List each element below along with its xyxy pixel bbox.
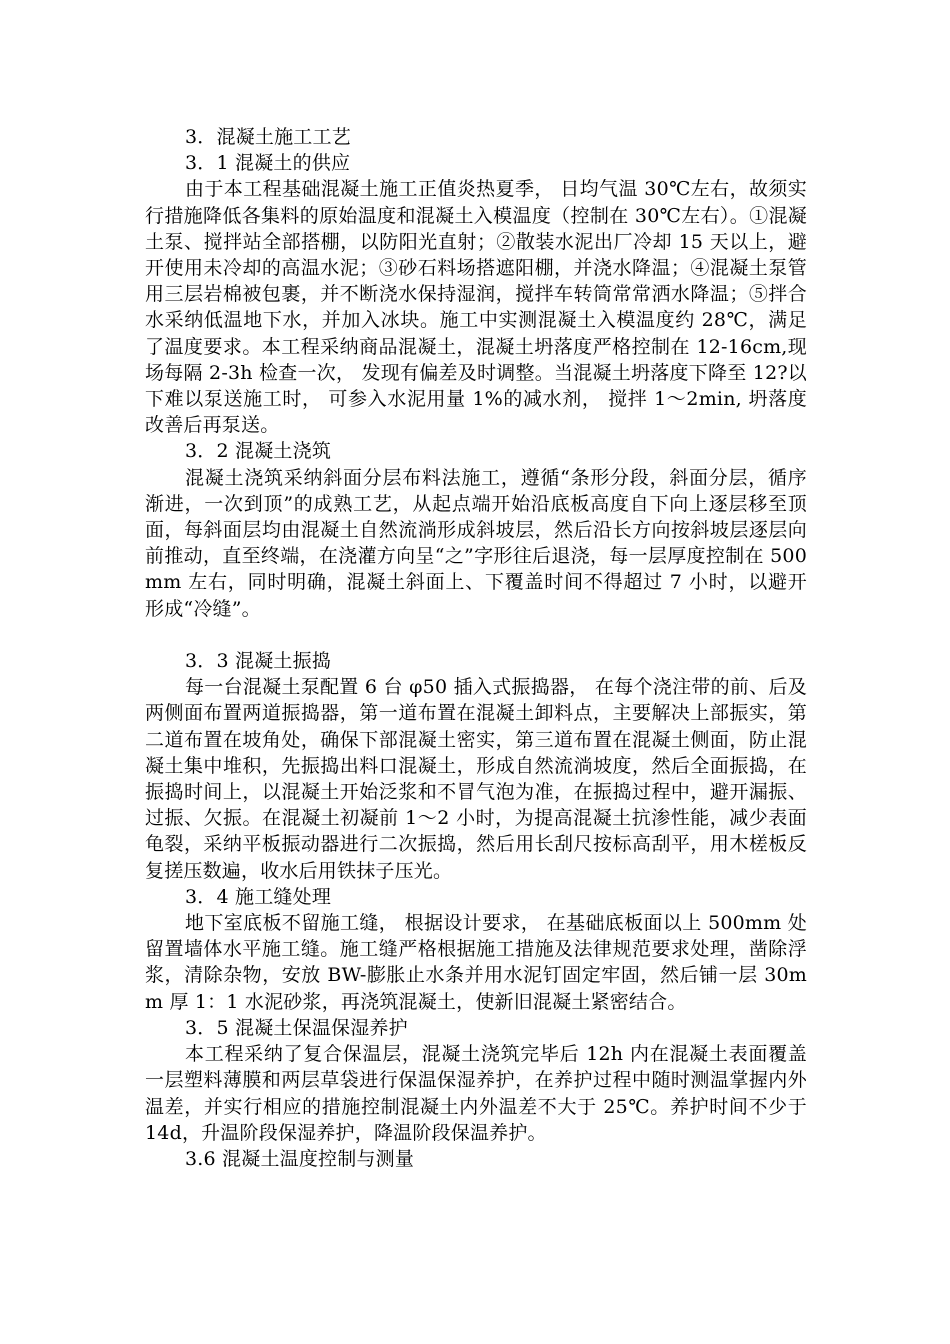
paragraph-curing: 本工程采纳了复合保温层，混凝土浇筑完毕后 12h 内在混凝土表面覆盖一层塑料薄膜和两层草袋进行保温保湿养护，在养护过程中随时测温掌握内外温差，并实行相应的措施控制混凝土内外温差不大于 25℃。养护时间不少于 14d，升温阶段保湿养护，降温阶段保温养护。: [145, 1043, 807, 1144]
subsection-heading-3-1: 3．1 混凝土的供应: [185, 152, 351, 175]
subsection-heading-3-4: 3．4 施工缝处理: [185, 885, 332, 908]
subsection-heading-3-5: 3．5 混凝土保温保湿养护: [185, 1016, 408, 1039]
paragraph-construction-joint: 地下室底板不留施工缝， 根据设计要求， 在基础底板面以上 500mm 处留置墙体水平施工缝。施工缝严格根据施工措施及法律规范要求处理，凿除浮浆，清除杂物，安放 BW-膨胀止水条并用水泥钉固定牢固，然后铺一层 30mm 厚 1：1 水泥砂浆，再浇筑混凝土，使新旧混凝土紧密结合。: [145, 912, 807, 1013]
section-title: 3．混凝土施工工艺: [185, 126, 351, 148]
document-body: [145, 124, 807, 1172]
subsection-heading-3-2: 3．2 混凝土浇筑: [185, 440, 332, 463]
paragraph-concrete-pouring: 混凝土浇筑采纳斜面分层布料法施工，遵循“条形分段，斜面分层，循序渐进，一次到顶”的成熟工艺，从起点端开始沿底板高度自下向上逐层移至顶面，每斜面层均由混凝土自然流淌形成斜坡层，然后沿长方向按斜坡层逐层向前推动，直至终端，在浇灌方向呈“之”字形往后退浇，每一层厚度控制在 500mm 左右，同时明确，混凝土斜面上、下覆盖时间不得超过 7 小时，以避开形成“冷缝”。: [145, 466, 807, 620]
subsection-heading-3-3: 3．3 混凝土振捣: [185, 650, 332, 673]
paragraph-concrete-supply: 由于本工程基础混凝土施工正值炎热夏季， 日均气温 30℃左右，故须实行措施降低各集料的原始温度和混凝土入模温度（控制在 30℃左右）。①混凝土泵、搅拌站全部搭棚，以防阳光直射；②散装水泥出厂冷却 15 天以上，避开使用未冷却的高温水泥；③砂石料场搭遮阳棚，并浇水降温；④混凝土泵管用三层岩棉被包裹，并不断浇水保持湿润，搅拌车转筒常常洒水降温；⑤拌合水采纳低温地下水，并加入冰块。施工中实测混凝土入模温度约 28℃，满足了温度要求。本工程采纳商品混凝土，混凝土坍落度严格控制在 12-16cm,现场每隔 2-3h 检查一次， 发现有偏差及时调整。当混凝土坍落度下降至 12?以下难以泵送施工时， 可参入水泥用量 1%的减水剂， 搅拌 1～2min, 坍落度改善后再泵送。: [145, 178, 807, 437]
subsection-heading-3-6: 3.6 混凝土温度控制与测量: [185, 1147, 415, 1170]
blank-line: [145, 622, 807, 648]
paragraph-concrete-vibration: 每一台混凝土泵配置 6 台 φ50 插入式振捣器， 在每个浇注带的前、后及两侧面布置两道振捣器，第一道布置在混凝土卸料点，主要解决上部振实，第二道布置在坡角处，确保下部混凝土密实，第三道布置在混凝土侧面，防止混凝土集中堆积，先振捣出料口混凝土，形成自然流淌坡度，然后全面振捣，在振捣时间上，以混凝土开始泛浆和不冒气泡为准，在振捣过程中，避开漏振、过振、欠振。在混凝土初凝前 1～2 小时，为提高混凝土抗渗性能，减少表面龟裂，采纳平板振动器进行二次振捣，然后用长刮尺按标高刮平，用木槎板反复搓压数遍，收水后用铁抹子压光。: [145, 676, 807, 882]
